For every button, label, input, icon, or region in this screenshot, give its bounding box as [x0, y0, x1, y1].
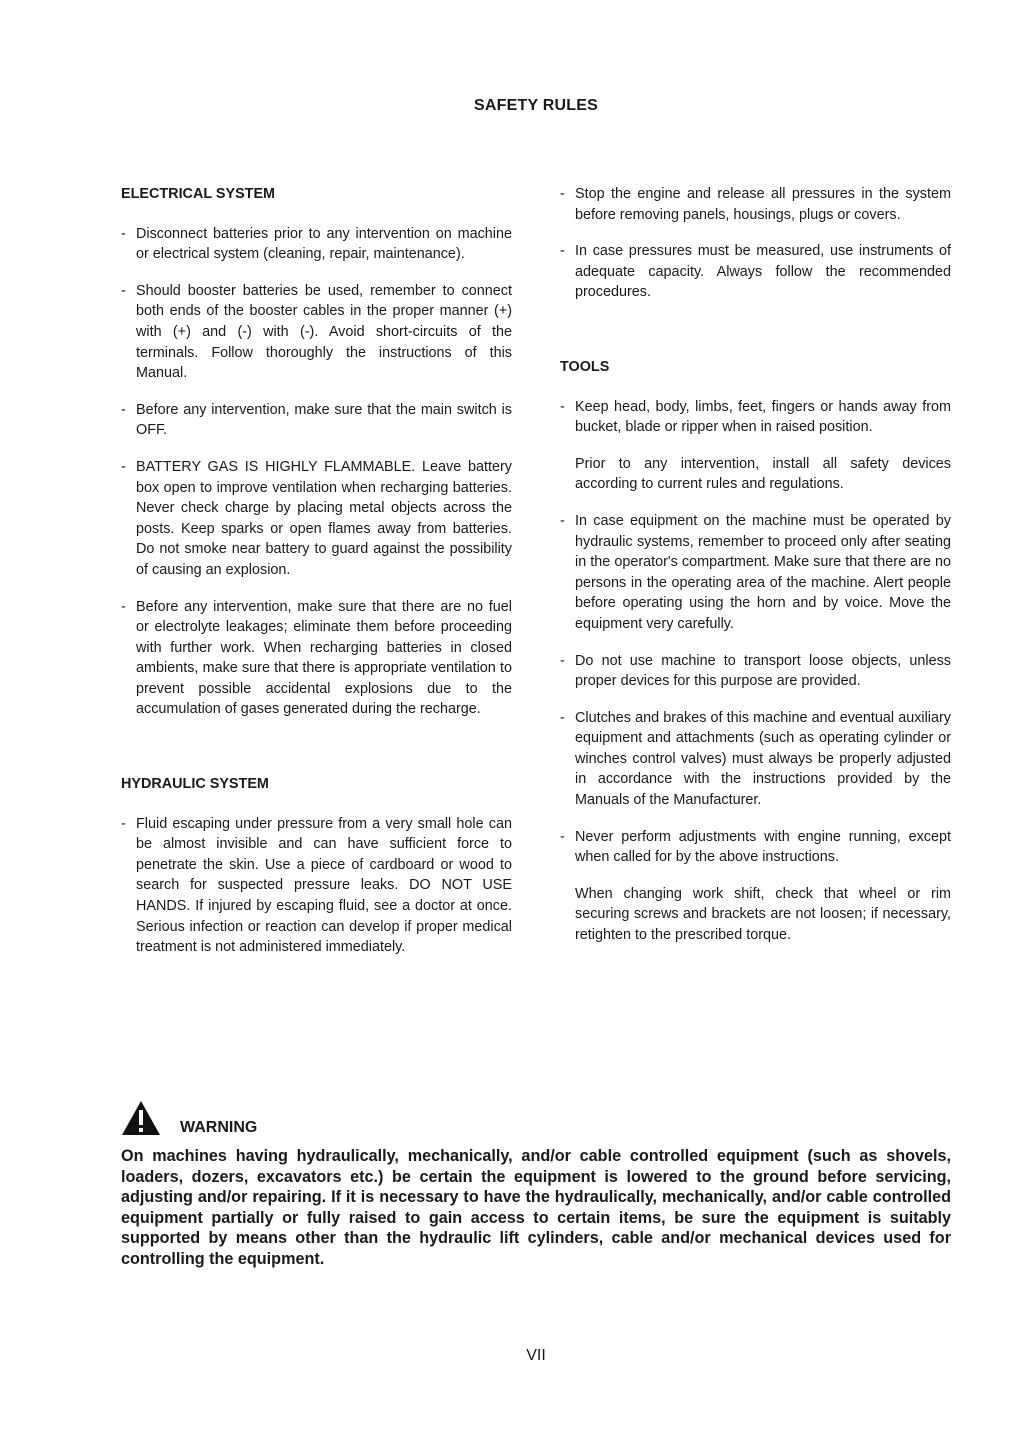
bullet-dash: - [121, 458, 126, 475]
list-item-text: BATTERY GAS IS HIGHLY FLAMMABLE. Leave battery box open to improve ventilation when recharging batteries. Never check charge by placing metal objects across the posts. Keep sparks or open flames away from batteries. Do not smoke near battery to guard against the possibility of causing an explosion. [136, 458, 512, 578]
list-item-note: Prior to any intervention, install all safety devices according to current rules and regulations. [575, 455, 951, 493]
list-item-text: Keep head, body, limbs, feet, fingers or hands away from bucket, blade or ripper when in raised position. [575, 398, 951, 436]
list-item-text: Do not use machine to transport loose objects, unless proper devices for this purpose are provided. [575, 652, 951, 690]
list-item-text: In case equipment on the machine must be operated by hydraulic systems, remember to proceed only after seating in the operator's compartment. Make sure that there are no persons in the operating area of the machine. Alert people before operating using the horn and by voice. Move the equipment very carefully. [575, 512, 951, 632]
bullet-dash: - [121, 598, 126, 615]
list-item-text: Stop the engine and release all pressures in the system before removing panels, housings, plugs or covers. [575, 186, 951, 223]
left-column [121, 184, 512, 974]
list-item [560, 827, 951, 868]
bullet-dash: - [560, 398, 565, 415]
warning-triangle-icon [121, 1100, 161, 1136]
list-item [121, 814, 512, 958]
list-item-text: In case pressures must be measured, use instruments of adequate capacity. Always follow the recommended procedures. [575, 243, 951, 301]
list-item-text: Should booster batteries be used, remember to connect both ends of the booster cables in the proper manner (+) with (+) and (-) with (-). Avoid short-circuits of the terminals. Follow thoroughly the instructions of this Manual. [136, 282, 512, 382]
list-item [560, 184, 951, 225]
bullet-dash: - [121, 282, 126, 299]
list-item-text: Disconnect batteries prior to any intervention on machine or electrical system (cleaning, repair, maintenance). [136, 225, 512, 263]
list-item-text: Before any intervention, make sure that the main switch is OFF. [136, 401, 512, 439]
list-item [121, 400, 512, 441]
bullet-dash: - [560, 652, 565, 669]
list-item [560, 397, 951, 438]
warning-text: On machines having hydraulically, mechanically, and/or cable controlled equipment (such as shovels, loaders, dozers, excavators etc.) be certain the equipment is lowered to the ground before servicing, adjusting and/or repairing. If it is necessary to have the hydraulically, mechanically, and/or cable controlled equipment partially or fully raised to gain access to certain items, be sure the equipment is suitably supported by means other than the hydraulic lift cylinders, cable and/or mechanical devices used for controlling the equipment. [121, 1147, 951, 1268]
list-item-text: Fluid escaping under pressure from a very small hole can be almost invisible and can have sufficient force to penetrate the skin. Use a piece of cardboard or wood to search for suspected pressure leaks. DO NOT USE HANDS. If injured by escaping fluid, see a doctor at once. Serious infection or reaction can develop if proper medical treatment is not administered immediately. [136, 815, 512, 956]
list-item [121, 281, 512, 384]
page-number: VII [526, 1347, 546, 1364]
list-item-text: Before any intervention, make sure that there are no fuel or electrolyte leakages; eliminate them before proceeding with further work. When recharging batteries in closed ambients, make sure that there is appropriate ventilation to prevent possible accidental explosions due to the accumulation of gases generated during the recharge. [136, 598, 512, 718]
list-item-text: Never perform adjustments with engine running, except when called for by the above instructions. [575, 828, 951, 866]
electrical-system-heading: ELECTRICAL SYSTEM [121, 186, 276, 202]
warning-title: WARNING [180, 1119, 258, 1136]
list-item [560, 241, 951, 303]
page-title: SAFETY RULES [474, 97, 598, 114]
list-item [121, 457, 512, 581]
bullet-dash: - [560, 243, 565, 260]
section-spacer [121, 736, 512, 774]
bullet-dash: - [560, 512, 565, 529]
list-item-note: When changing work shift, check that wheel or rim securing screws and brackets are not loosen; if necessary, retighten to the prescribed torque. [575, 885, 951, 944]
section-spacer [560, 319, 951, 357]
list-item [121, 224, 512, 265]
warning-header [121, 1096, 951, 1136]
bullet-dash: - [121, 401, 126, 418]
bullet-dash: - [121, 225, 126, 242]
list-item [560, 511, 951, 635]
bullet-dash: - [560, 186, 565, 202]
bullet-dash: - [560, 828, 565, 845]
list-item-text: Clutches and brakes of this machine and eventual auxiliary equipment and attachments (such as operating cylinder or winches control valves) must always be properly adjusted in accordance with the instructions provided by the Manuals of the Manufacturer. [575, 709, 951, 809]
right-column [560, 184, 951, 962]
hydraulic-system-heading: HYDRAULIC SYSTEM [121, 776, 269, 793]
list-item [560, 708, 951, 811]
tools-heading: TOOLS [560, 358, 610, 375]
bullet-dash: - [560, 709, 565, 726]
bullet-dash: - [121, 815, 126, 832]
list-item [121, 597, 512, 721]
list-item [560, 651, 951, 692]
warning-box [121, 1096, 951, 1270]
